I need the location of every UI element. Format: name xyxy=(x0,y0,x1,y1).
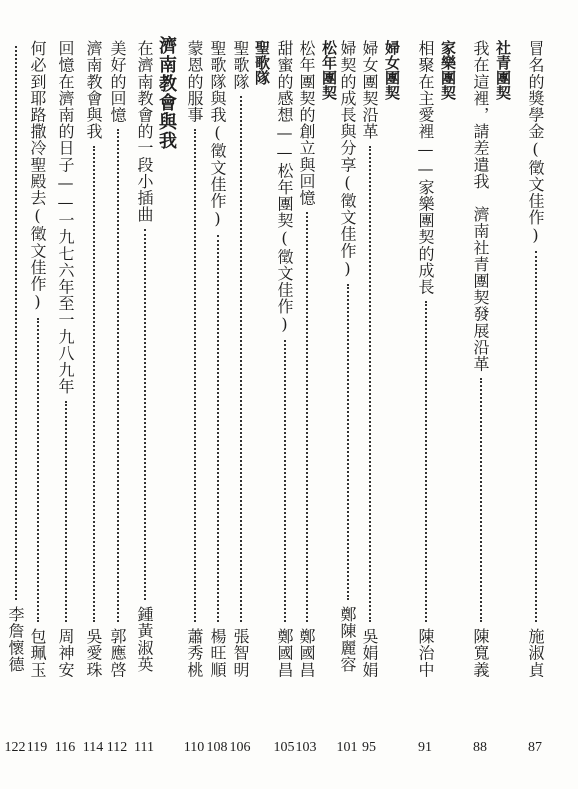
entry-title: 美好的回憶 xyxy=(108,40,127,123)
entry-title: 蒙恩的服事 xyxy=(185,40,204,123)
entry-author: 楊旺順 xyxy=(208,628,227,678)
entry-page-number: 106 xyxy=(229,740,251,755)
entry-page-number: 122 xyxy=(4,740,26,755)
dot-leader xyxy=(93,146,95,622)
entry-title: 濟南教會與我 xyxy=(84,40,103,140)
entry-page-number: 103 xyxy=(295,740,317,755)
entry-author: 陳寬義 xyxy=(471,628,490,678)
entry-page-number: 112 xyxy=(106,740,128,755)
entry-title: 松年團契的創立與回憶 xyxy=(297,40,316,206)
dot-leader xyxy=(15,46,17,600)
dot-leader xyxy=(240,96,242,622)
entry-page-number: 110 xyxy=(183,740,205,755)
entry-title: 相聚在主愛裡——家樂團契的成長 xyxy=(416,40,435,295)
section-senior-fellowship xyxy=(318,0,340,789)
toc-entry xyxy=(26,0,48,789)
toc-entry xyxy=(54,0,76,789)
section-jinan-church-and-me xyxy=(155,0,177,789)
dot-leader xyxy=(480,378,482,622)
toc-entry xyxy=(295,0,317,789)
dot-leader xyxy=(284,340,286,622)
section-title: 婦女團契 xyxy=(383,40,401,100)
toc-entry xyxy=(183,0,205,789)
dot-leader xyxy=(535,251,537,622)
entry-author: 周神安 xyxy=(56,628,75,678)
toc-entry xyxy=(273,0,295,789)
dot-leader xyxy=(194,129,196,622)
entry-page-number: 108 xyxy=(206,740,228,755)
entry-author: 陳治中 xyxy=(416,628,435,678)
entry-title: 婦女團契沿革 xyxy=(360,40,379,140)
entry-title: 婦契的成長與分享(徵文佳作) xyxy=(338,40,357,279)
entry-title: 冒名的獎學金(徵文佳作) xyxy=(526,40,545,246)
dot-leader xyxy=(217,235,219,622)
section-title: 濟南教會與我 xyxy=(156,36,177,150)
entry-author: 鄭國昌 xyxy=(297,628,316,678)
entry-page-number: 114 xyxy=(82,740,104,755)
dot-leader xyxy=(37,318,39,622)
toc-entry xyxy=(469,0,491,789)
section-choir xyxy=(251,0,273,789)
section-title: 社青團契 xyxy=(494,40,512,100)
entry-page-number: 101 xyxy=(336,740,358,755)
toc-entry xyxy=(4,0,26,789)
section-title: 松年團契 xyxy=(320,40,338,100)
entry-page-number: 116 xyxy=(54,740,76,755)
toc-entry xyxy=(524,0,546,789)
entry-page-number: 88 xyxy=(473,740,487,755)
entry-author: 施淑貞 xyxy=(526,628,545,678)
entry-author: 鄭國昌 xyxy=(275,628,294,678)
dot-leader xyxy=(369,146,371,622)
section-family-fellowship xyxy=(437,0,459,789)
entry-title: 聖歌隊與我(徵文佳作) xyxy=(208,40,227,229)
dot-leader xyxy=(144,229,146,600)
toc-entry xyxy=(133,0,155,789)
dot-leader xyxy=(117,129,119,622)
entry-author: 吳娟娟 xyxy=(360,628,379,678)
entry-page-number: 91 xyxy=(418,740,432,755)
toc-entry xyxy=(206,0,228,789)
entry-page-number: 95 xyxy=(362,740,376,755)
entry-author: 張智明 xyxy=(231,628,250,678)
entry-page-number: 87 xyxy=(528,740,542,755)
dot-leader xyxy=(306,212,308,622)
entry-title: 我在這裡，請差遣我 濟南社青團契發展沿革 xyxy=(471,40,490,372)
entry-author: 鍾黃淑英 xyxy=(135,606,154,673)
entry-title: 甜蜜的感想——松年團契(徵文佳作) xyxy=(275,40,294,335)
section-title: 家樂團契 xyxy=(439,40,457,100)
entry-title: 回憶在濟南的日子——一九七六年至一九八九年 xyxy=(56,40,75,395)
toc-entry xyxy=(82,0,104,789)
entry-title: 在濟南教會的一段小插曲 xyxy=(135,40,154,223)
dot-leader xyxy=(65,401,67,622)
entry-author: 李詹懷德 xyxy=(6,606,25,673)
entry-page-number: 111 xyxy=(134,740,154,755)
toc-entry xyxy=(229,0,251,789)
toc-entry xyxy=(358,0,380,789)
entry-author: 鄭陳麗容 xyxy=(338,606,357,673)
entry-title: 何必到耶路撒冷聖殿去(徵文佳作) xyxy=(28,40,47,312)
section-title: 聖歌隊 xyxy=(253,40,271,85)
dot-leader xyxy=(425,301,427,622)
entry-page-number: 119 xyxy=(26,740,48,755)
section-youth-fellowship xyxy=(492,0,514,789)
entry-author: 蕭秀桃 xyxy=(185,628,204,678)
entry-page-number: 105 xyxy=(273,740,295,755)
entry-author: 包珮玉 xyxy=(28,628,47,678)
dot-leader xyxy=(347,284,349,600)
section-women-fellowship xyxy=(381,0,403,789)
entry-author: 郭應啓 xyxy=(108,628,127,678)
entry-title: 聖歌隊 xyxy=(231,40,250,90)
entry-author: 吳愛珠 xyxy=(84,628,103,678)
toc-entry xyxy=(106,0,128,789)
toc-entry xyxy=(414,0,436,789)
